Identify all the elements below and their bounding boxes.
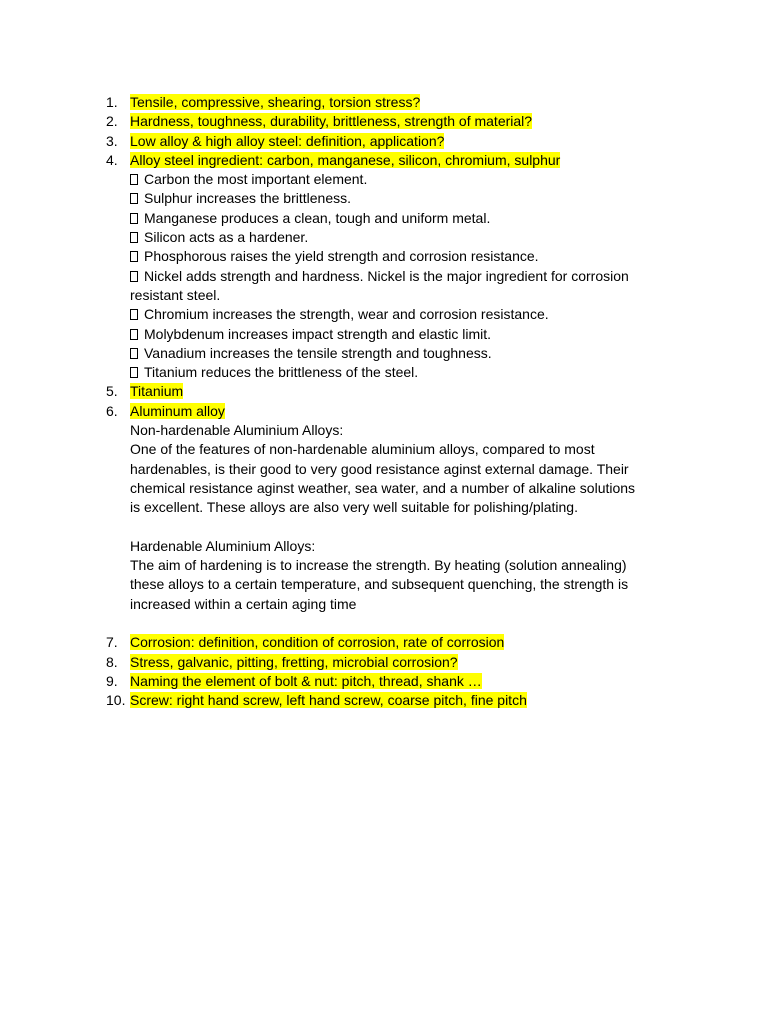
list-item-text: Hardness, toughness, durability, brittleness, strength of material? xyxy=(130,113,533,130)
paragraph-line: hardenables, is their good to very good resistance aginst external damage. Their xyxy=(130,460,629,477)
missing-glyph-icon xyxy=(130,174,138,185)
bullet-item xyxy=(106,305,686,324)
list-item xyxy=(106,93,686,112)
bullet-text: Carbon the most important element. xyxy=(144,171,368,188)
list-number: 10. xyxy=(106,692,126,709)
bullet-item xyxy=(106,189,686,208)
paragraph-line: these alloys to a certain temperature, and subsequent quenching, the strength is xyxy=(130,576,629,593)
list-number: 5. xyxy=(106,383,118,400)
list-number: 8. xyxy=(106,653,118,670)
spacer xyxy=(106,614,686,633)
bullet-text: Chromium increases the strength, wear and corrosion resistance. xyxy=(144,306,549,323)
missing-glyph-icon xyxy=(130,271,138,282)
bullet-item xyxy=(106,209,686,228)
list-item-text: Titanium xyxy=(130,383,184,400)
list-item xyxy=(106,653,686,672)
spacer xyxy=(106,518,686,537)
bullet-text: Manganese produces a clean, tough and uniform metal. xyxy=(144,209,491,226)
missing-glyph-icon xyxy=(130,329,138,340)
paragraph-line: The aim of hardening is to increase the strength. By heating (solution annealing) xyxy=(130,557,627,574)
bullet-text: Vanadium increases the tensile strength and toughness. xyxy=(144,344,492,361)
list-item-text: Naming the element of bolt & nut: pitch, thread, shank … xyxy=(130,672,482,689)
list-item xyxy=(106,691,686,710)
bullet-item xyxy=(106,228,686,247)
bullet-continuation: resistant steel. xyxy=(130,286,221,303)
section-heading: Hardenable Aluminium Alloys: xyxy=(130,537,316,554)
missing-glyph-icon xyxy=(130,232,138,243)
bullet-item xyxy=(106,247,686,266)
bullet-text: Titanium reduces the brittleness of the steel. xyxy=(144,364,419,381)
list-item-text: Screw: right hand screw, left hand screw, coarse pitch, fine pitch xyxy=(130,692,527,709)
list-number: 6. xyxy=(106,402,118,419)
bullet-text: Molybdenum increases impact strength and elastic limit. xyxy=(144,325,492,342)
missing-glyph-icon xyxy=(130,251,138,262)
list-item-text: Stress, galvanic, pitting, fretting, microbial corrosion? xyxy=(130,653,458,670)
paragraph-line: chemical resistance aginst weather, sea water, and a number of alkaline solutions xyxy=(130,479,636,496)
bullet-text: Sulphur increases the brittleness. xyxy=(144,190,351,207)
list-number: 1. xyxy=(106,94,118,110)
list-item xyxy=(106,132,686,151)
list-number: 2. xyxy=(106,113,118,130)
list-item-text: Corrosion: definition, condition of corrosion, rate of corrosion xyxy=(130,634,505,651)
list-item xyxy=(106,672,686,691)
list-number: 3. xyxy=(106,132,118,149)
bullet-text: Phosphorous raises the yield strength and corrosion resistance. xyxy=(144,248,539,265)
missing-glyph-icon xyxy=(130,193,138,204)
bullet-item xyxy=(106,325,686,344)
bullet-item xyxy=(106,267,686,286)
missing-glyph-icon xyxy=(130,348,138,359)
list-number: 9. xyxy=(106,672,118,689)
list-item-text: Tensile, compressive, shearing, torsion stress? xyxy=(130,94,421,110)
list-item-text: Alloy steel ingredient: carbon, manganese, silicon, chromium, sulphur xyxy=(130,151,561,168)
document-body xyxy=(106,93,686,711)
missing-glyph-icon xyxy=(130,213,138,224)
list-item xyxy=(106,402,686,421)
list-item-text: Low alloy & high alloy steel: definition, application? xyxy=(130,132,445,149)
list-item-text: Aluminum alloy xyxy=(130,402,225,419)
list-item xyxy=(106,382,686,401)
paragraph-line: is excellent. These alloys are also very well suitable for polishing/plating. xyxy=(130,499,578,516)
list-number: 4. xyxy=(106,151,118,168)
paragraph-line: One of the features of non-hardenable aluminium alloys, compared to most xyxy=(130,441,595,458)
list-item xyxy=(106,151,686,170)
bullet-text: Silicon acts as a hardener. xyxy=(144,229,309,246)
section-heading: Non-hardenable Aluminium Alloys: xyxy=(130,422,344,439)
bullet-item xyxy=(106,344,686,363)
missing-glyph-icon xyxy=(130,309,138,320)
bullet-item xyxy=(106,170,686,189)
list-item xyxy=(106,112,686,131)
bullet-item xyxy=(106,363,686,382)
bullet-text: Nickel adds strength and hardness. Nickel is the major ingredient for corrosion xyxy=(144,267,629,284)
list-item xyxy=(106,633,686,652)
list-number: 7. xyxy=(106,634,118,651)
paragraph-line: increased within a certain aging time xyxy=(130,595,357,612)
missing-glyph-icon xyxy=(130,367,138,378)
